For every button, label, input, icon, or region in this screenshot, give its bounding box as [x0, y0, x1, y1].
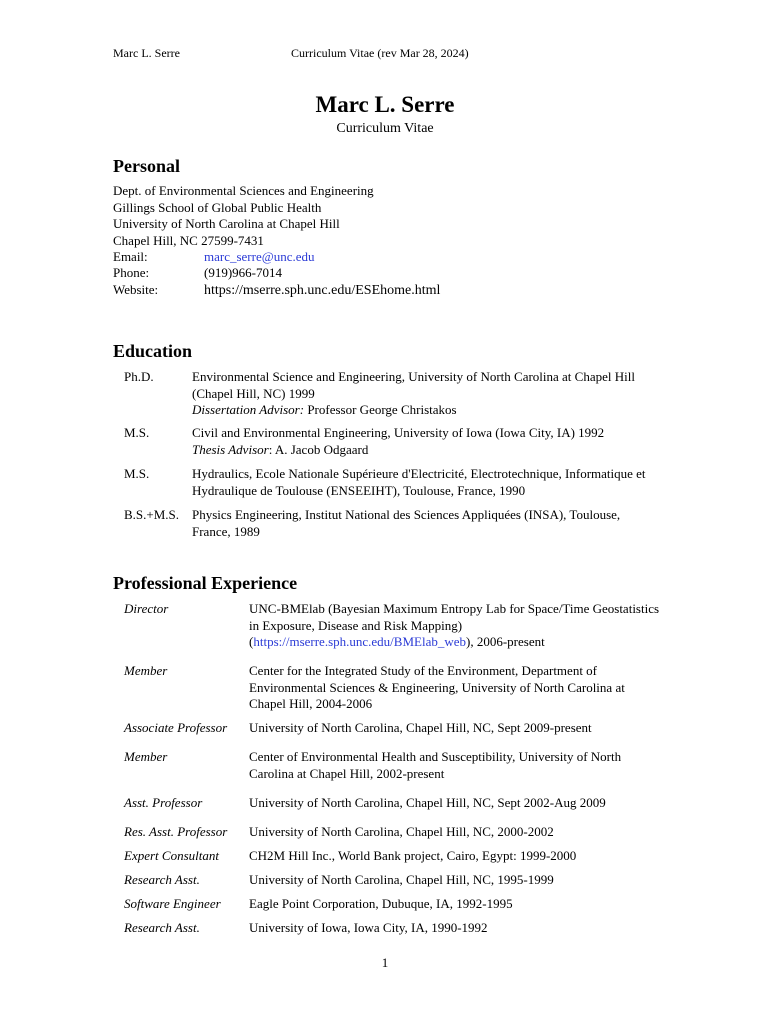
experience-entry — [249, 663, 699, 713]
phone-value: (919)966-7014 — [204, 265, 282, 280]
advisor-label: Thesis Advisor — [192, 441, 269, 457]
address-line: University of North Carolina at Chapel Hill — [113, 216, 340, 231]
education-entry — [192, 369, 692, 419]
experience-role: Software Engineer — [124, 896, 221, 911]
experience-entry — [249, 824, 699, 841]
advisor-line — [192, 402, 692, 419]
date-range: ), 2006-present — [466, 634, 545, 649]
education-line: Hydraulique de Toulouse (ENSEEIHT), Toulouse, France, 1990 — [192, 482, 526, 498]
experience-line: Carolina at Chapel Hill, 2002-present — [249, 765, 445, 781]
experience-line: Chapel Hill, 2004-2006 — [249, 696, 373, 711]
bmelab-link[interactable]: https://mserre.sph.unc.edu/BMElab_web — [253, 634, 467, 649]
experience-line: University of North Carolina, Chapel Hill, NC, 1995-1999 — [249, 872, 554, 887]
advisor-name: Professor George Christakos — [304, 402, 457, 417]
education-line: Civil and Environmental Engineering, University of Iowa (Iowa City, IA) 1992 — [192, 425, 605, 440]
section-heading-experience: Professional Experience — [113, 573, 298, 593]
experience-line: CH2M Hill Inc., World Bank project, Cairo, Egypt: 1999-2000 — [249, 848, 577, 863]
experience-entry — [249, 720, 699, 737]
website-row — [113, 282, 440, 300]
website-value: https://mserre.sph.unc.edu/ESEhome.html — [204, 283, 441, 298]
cv-name: Marc L. Serre — [315, 92, 455, 117]
website-label: Website: — [113, 282, 159, 297]
degree-label: M.S. — [124, 425, 150, 440]
experience-role: Research Asst. — [124, 920, 200, 935]
experience-line: UNC-BMElab (Bayesian Maximum Entropy Lab for Space/Time Geostatistics — [249, 601, 660, 616]
experience-role: Research Asst. — [124, 872, 200, 887]
experience-role: Member — [124, 663, 168, 678]
experience-role: Asst. Professor — [124, 795, 203, 810]
experience-line: Center for the Integrated Study of the Environment, Department of — [249, 663, 598, 678]
experience-entry — [249, 848, 699, 865]
education-entry — [192, 507, 692, 540]
advisor-line — [192, 442, 692, 459]
address-line: Gillings School of Global Public Health — [113, 200, 322, 215]
experience-entry — [249, 872, 699, 889]
address-line: Dept. of Environmental Sciences and Engineering — [113, 183, 374, 198]
education-line: Physics Engineering, Institut National des Sciences Appliquées (INSA), Toulouse, — [192, 507, 621, 522]
experience-line: Eagle Point Corporation, Dubuque, IA, 1992-1995 — [249, 896, 513, 911]
running-header-title: Curriculum Vitae (rev Mar 28, 2024) — [291, 46, 469, 60]
education-line: (Chapel Hill, NC) 1999 — [192, 385, 315, 401]
experience-entry — [249, 896, 699, 913]
cv-subtitle: Curriculum Vitae — [336, 121, 434, 136]
experience-entry — [249, 601, 699, 651]
experience-line: Environmental Sciences & Engineering, University of North Carolina at — [249, 679, 625, 695]
experience-entry — [249, 749, 699, 782]
phone-row — [113, 265, 282, 282]
section-heading-education: Education — [113, 341, 193, 361]
experience-role: Expert Consultant — [124, 848, 219, 863]
advisor-label: Dissertation Advisor: — [192, 402, 305, 417]
experience-line: University of North Carolina, Chapel Hill, NC, Sept 2002-Aug 2009 — [249, 795, 606, 810]
education-line: Hydraulics, Ecole Nationale Supérieure d'Electricité, Electrotechnique, Informatique et — [192, 466, 646, 481]
experience-line: in Exposure, Disease and Risk Mapping) — [249, 617, 463, 633]
experience-line — [249, 634, 699, 651]
experience-entry — [249, 795, 699, 812]
advisor-name: : A. Jacob Odgaard — [268, 441, 369, 457]
education-line: Environmental Science and Engineering, University of North Carolina at Chapel Hill — [192, 369, 635, 384]
degree-label: M.S. — [124, 466, 150, 481]
experience-role: Associate Professor — [124, 720, 228, 735]
experience-entry — [249, 920, 699, 937]
experience-role: Member — [124, 749, 168, 764]
experience-line: University of North Carolina, Chapel Hill, NC, 2000-2002 — [249, 824, 554, 839]
experience-line: University of Iowa, Iowa City, IA, 1990-1992 — [249, 920, 488, 935]
education-entry — [192, 466, 692, 499]
degree-label: B.S.+M.S. — [124, 507, 180, 522]
address-line: Chapel Hill, NC 27599-7431 — [113, 233, 264, 248]
experience-line: Center of Environmental Health and Susceptibility, University of North — [249, 749, 622, 764]
education-line: France, 1989 — [192, 523, 260, 539]
email-link[interactable]: marc_serre@unc.edu — [204, 249, 315, 264]
degree-label: Ph.D. — [124, 369, 154, 384]
page-number: 1 — [381, 955, 389, 970]
experience-line: University of North Carolina, Chapel Hill, NC, Sept 2009-present — [249, 720, 592, 735]
section-heading-personal: Personal — [113, 156, 180, 176]
running-header-name: Marc L. Serre — [113, 46, 180, 60]
phone-label: Phone: — [113, 265, 150, 280]
education-entry — [192, 425, 692, 458]
paren-open: ( — [249, 634, 254, 649]
experience-role: Res. Asst. Professor — [124, 824, 228, 839]
email-row — [113, 249, 315, 266]
experience-role: Director — [124, 601, 169, 616]
email-label: Email: — [113, 249, 148, 264]
